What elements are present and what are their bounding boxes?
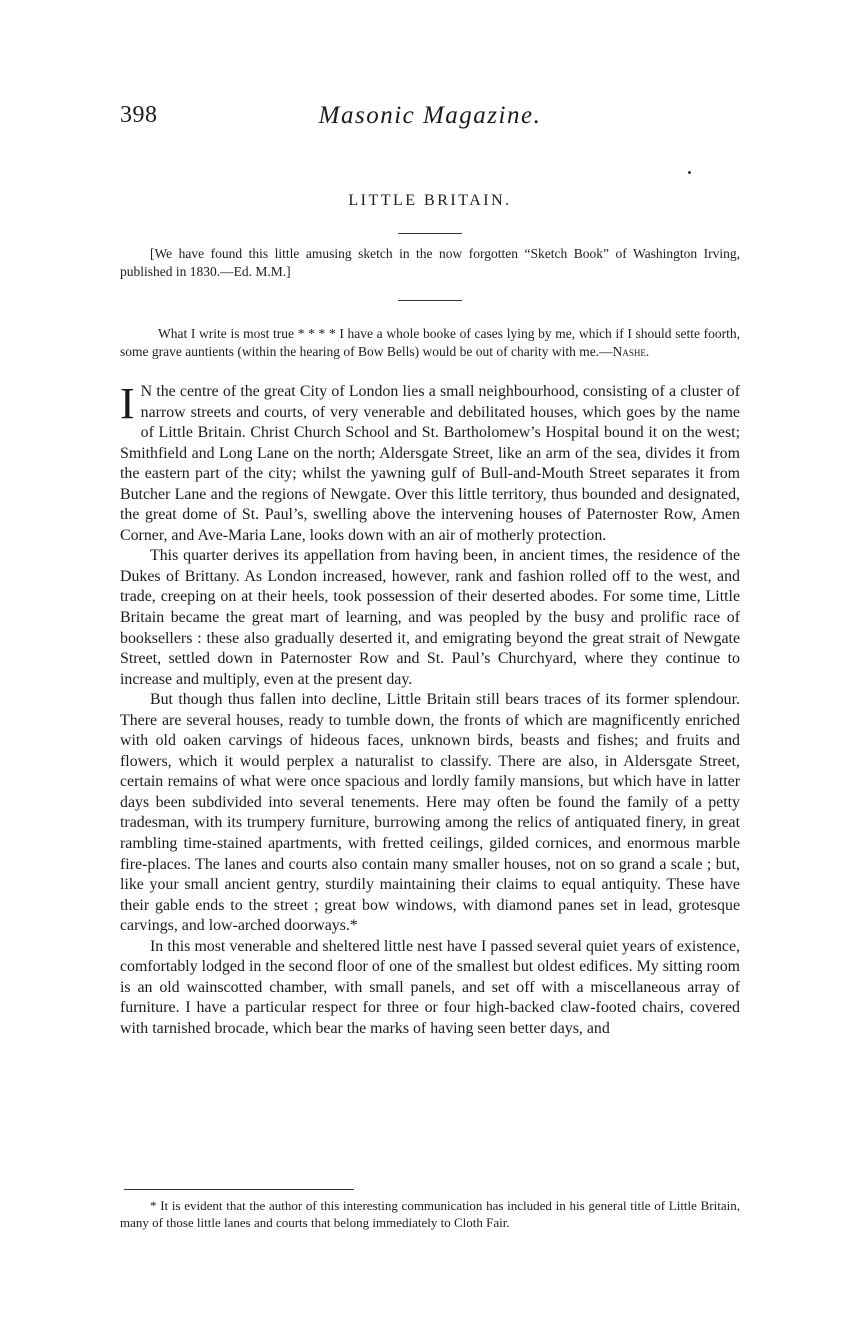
- article-title: LITTLE BRITAIN.: [348, 192, 512, 209]
- footnote-rule: [124, 1189, 354, 1190]
- title-rule: [398, 233, 462, 234]
- print-speck: [688, 171, 691, 174]
- page-number: 398: [120, 102, 158, 128]
- paragraph: This quarter derives its appellation from having been, in ancient times, the residence of the Dukes of Brittany. As London increased, however, rank and fashion rolled off to the west, and trade, creeping on at their heels, took possession of their deserted abodes. For some time, Little Britain became the great mart of learning, and was peopled by the busy and prolific race of booksellers : these also gradually deserted it, and emigrating beyond the great strait of Newgate Street, settled down in Paternoster Row and St. Paul’s Churchyard, where they continue to increase and multiply, even at the present day.: [120, 547, 740, 688]
- paragraph: In this most venerable and sheltered little nest have I passed several quiet years of existence, comfortably lodged in the second floor of one of the smallest but oldest edifices. My sitting room is an old wainscotted chamber, with small panels, and set off with a miscellaneous array of furniture. I have a particular respect for three or four high-backed claw-footed chairs, covered with tarnished brocade, which bear the marks of having seen better days, and: [120, 937, 740, 1037]
- epigraph: [120, 325, 740, 361]
- paragraph: [120, 379, 740, 546]
- paragraph-text: N the centre of the great City of London lies a small neighbourhood, consisting of a cluster of narrow streets and courts, of very venerable and debilitated houses, which goes by the name of Little Britain. Christ Church School and St. Bartholomew’s Hospital bound it on the west; Smithfield and Long Lane on the north; Aldersgate Street, like an arm of the sea, divides it from the eastern part of the city; whilst the yawning gulf of Bull-and-Mouth Street separates it from Butcher Lane and the regions of Newgate. Over this little territory, thus bounded and designated, the great dome of St. Paul’s, swelling above the intervening houses of Paternoster Row, Amen Corner, and Ave-Maria Lane, looks down with an air of motherly protection.: [120, 383, 740, 544]
- epigraph-attribution: Nashe.: [612, 344, 650, 359]
- editor-note: [We have found this little amusing sketch in the now forgotten “Sketch Book” of Washington Irving, published in 1830.—Ed. M.M.]: [120, 246, 740, 279]
- paragraph: But though thus fallen into decline, Little Britain still bears traces of its former splendour. There are several houses, ready to tumble down, the fronts of which are magnificently enriched with old oaken carvings of hideous faces, unknown birds, beasts and fishes; and fruits and flowers, which it would perplex a naturalist to classify. There are also, in Aldersgate Street, certain remains of what were once spacious and lordly family mansions, but which have in latter days been subdivided into several tenements. Here may often be found the family of a petty tradesman, with its trumpery furniture, burrowing among the relics of antiquated finery, in great rambling time-stained apartments, with fretted ceilings, gilded cornices, and enormous marble fire-places. The lanes and courts also contain many smaller houses, not on so grand a scale ; but, like your small ancient gentry, sturdily maintaining their claims to equal antiquity. These have their gable ends to the street ; great bow windows, with diamond panes set in lead, grotesque carvings, and low-arched doorways.*: [120, 691, 740, 935]
- drop-cap: I: [120, 379, 135, 428]
- note-rule: [398, 300, 462, 301]
- epigraph-text: What I write is most true * * * * I have a whole booke of cases lying by me, which if I should sette foorth, some grave auntients (within the hearing of Bow Bells) would be out of charity with me.—: [120, 326, 740, 359]
- footnote: * It is evident that the author of this interesting communication has included in his general title of Little Britain, many of those little lanes and courts that belong immediately to Cloth Fair.: [120, 1198, 740, 1230]
- running-head: [120, 102, 740, 136]
- magazine-title: Masonic Magazine.: [318, 102, 542, 129]
- article-body: [120, 379, 740, 1040]
